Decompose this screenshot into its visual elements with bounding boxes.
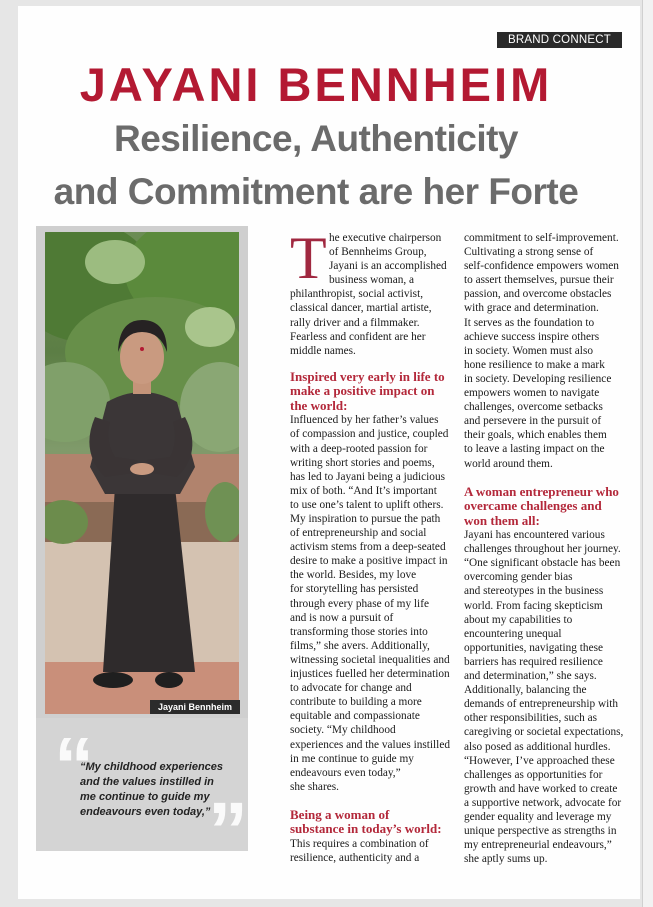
body-line: transforming those stories into <box>290 625 428 638</box>
body-line: equitable and compassionate <box>290 710 420 723</box>
pull-quote-line: “My childhood experiences <box>80 761 224 773</box>
pull-quote-line: me continue to guide my <box>80 791 210 803</box>
body-line: challenges as opportunities for <box>464 768 603 781</box>
body-line: with a deep-rooted passion for <box>290 442 428 455</box>
body-line: experiences and the values instilled <box>290 738 450 751</box>
headline-subtitle-line-1: Resilience, Authenticity <box>113 118 518 159</box>
intro-line: of Bennheims Group, <box>329 246 427 259</box>
section-heading: Being a woman of <box>290 806 390 822</box>
body-line: “However, I’ve approached these <box>464 754 615 767</box>
article-column-middle <box>290 225 460 865</box>
intro-line: rally driver and a filmmaker. <box>290 316 420 329</box>
body-line: Cultivating a strong sense of <box>464 246 594 259</box>
body-line: also posed as additional hurdles. <box>464 740 611 753</box>
section-heading: the world: <box>290 397 348 413</box>
body-line: empowers women to navigate <box>464 387 600 400</box>
portrait-illustration <box>45 232 239 714</box>
body-line: to assert themselves, pursue their <box>464 274 614 287</box>
headline-subtitle-line-2: and Commitment are her Forte <box>53 171 579 212</box>
body-line: hone resilience to make a mark <box>464 358 605 371</box>
body-line: gender equality and leverage my <box>464 810 612 823</box>
body-line: endeavours even today,” <box>290 766 401 779</box>
body-line: activism stems from a deep-seated <box>290 541 446 554</box>
body-line: unique perspective as strengths in <box>464 825 617 838</box>
body-line: to leave a lasting impact on the <box>464 443 605 456</box>
intro-line: philanthropist, social activist, <box>290 288 424 301</box>
pull-quote-line: endeavours even today,” <box>80 806 211 818</box>
body-line: challenges, overcome setbacks <box>464 401 603 414</box>
body-line: she shares. <box>290 780 339 793</box>
body-line: demands of entrepreneurship with <box>464 698 619 711</box>
photo-caption: Jayani Bennheim <box>150 700 240 714</box>
section-heading: won them all: <box>464 512 540 528</box>
body-line: Jayani has encountered various <box>464 529 605 542</box>
body-line: overcoming gender bias <box>464 571 573 584</box>
body-line: passion, and overcome obstacles <box>464 288 612 301</box>
body-line: in society. Developing resilience <box>464 372 612 385</box>
body-line: Additionally, balancing the <box>464 684 587 697</box>
body-line: caregiving or societal expectations, <box>464 726 624 739</box>
body-line: and determination,” she says. <box>464 670 597 683</box>
body-line: their goals, which enables them <box>464 429 607 442</box>
intro-line: classical dancer, martial artiste, <box>290 302 432 315</box>
body-line: with grace and determination. <box>464 302 599 315</box>
body-line: contribute to building a more <box>290 696 422 709</box>
page-edge <box>642 0 653 907</box>
body-line: other responsibilities, such as <box>464 712 598 725</box>
body-line: the world. Besides, my love <box>290 569 417 582</box>
headline-name: JAYANI BENNHEIM <box>79 58 553 111</box>
body-line: and is now a pursuit of <box>290 611 394 624</box>
body-line: to advocate for change and <box>290 682 412 695</box>
open-quote-icon: “ <box>54 721 94 810</box>
body-line: she aptly sums up. <box>464 853 548 866</box>
intro-line: business woman, a <box>329 274 415 287</box>
body-line: of entrepreneurship and social <box>290 527 427 540</box>
body-line: resilience, authenticity and a <box>290 851 420 864</box>
section-heading: make a positive impact on <box>290 383 435 399</box>
body-line: in society. Women must also <box>464 344 593 357</box>
body-line: to use one’s talent to uplift others. <box>290 498 444 511</box>
pull-quote-line: and the values instilled in <box>80 776 214 788</box>
body-line: “One significant obstacle has been <box>464 557 621 570</box>
body-line: of compassion and justice, coupled <box>290 428 449 441</box>
close-quote-icon: ” <box>208 786 248 875</box>
body-line: challenges throughout her journey. <box>464 543 621 556</box>
body-line: encountering unequal <box>464 627 562 640</box>
section-heading: overcame challenges and <box>464 498 602 514</box>
body-line: It serves as the foundation to <box>464 316 595 329</box>
body-line: My inspiration to pursue the path <box>290 513 441 525</box>
body-line: films,” she avers. Additionally, <box>290 639 430 652</box>
portrait-photo <box>45 232 239 714</box>
body-line: and persevere in the pursuit of <box>464 415 602 428</box>
body-line: injustices fuelled her determination <box>290 668 450 681</box>
body-line: achieve success inspire others <box>464 330 600 343</box>
body-line: a supportive network, advocate for <box>464 796 622 809</box>
body-line: commitment to self-improvement. <box>464 232 619 244</box>
section-heading: A woman entrepreneur who <box>464 483 619 499</box>
intro-line: middle names. <box>290 344 356 357</box>
section-heading: substance in today’s world: <box>290 821 442 837</box>
body-line: world around them. <box>464 457 553 470</box>
article-column-right <box>464 231 640 866</box>
body-line: and stereotypes in the business <box>464 585 604 598</box>
pull-quote-text <box>80 760 245 820</box>
intro-line: Jayani is an accomplished <box>329 260 447 273</box>
section-tag: BRAND CONNECT <box>497 32 622 48</box>
body-line: mix of both. “And It’s important <box>290 484 437 497</box>
body-line: Influenced by her father’s values <box>290 414 439 427</box>
body-line: This requires a combination of <box>290 837 429 850</box>
body-line: world. From facing skepticism <box>464 599 603 612</box>
body-line: has led to Jayani being a judicious <box>290 470 445 483</box>
body-line: writing short stories and poems, <box>290 456 435 469</box>
body-line: for storytelling has persisted <box>290 583 419 596</box>
drop-cap: T <box>290 225 327 291</box>
body-line: about my capabilities to <box>464 613 573 626</box>
body-line: growth and have worked to create <box>464 782 618 795</box>
body-line: society. “My childhood <box>290 724 396 737</box>
intro-line: he executive chairperson <box>329 232 442 244</box>
body-line: barriers has required resilience <box>464 655 603 668</box>
body-line: opportunities, navigating these <box>464 641 603 654</box>
body-line: through every phase of my life <box>290 597 429 610</box>
body-line: in me continue to guide my <box>290 752 414 765</box>
body-line: desire to make a positive impact in <box>290 555 448 568</box>
body-line: self-confidence empowers women <box>464 260 619 273</box>
body-line: witnessing societal inequalities and <box>290 653 450 666</box>
section-heading: Inspired very early in life to <box>290 368 445 384</box>
intro-line: Fearless and confident are her <box>290 330 426 343</box>
body-line: my entrepreneurial endeavours,” <box>464 839 612 852</box>
